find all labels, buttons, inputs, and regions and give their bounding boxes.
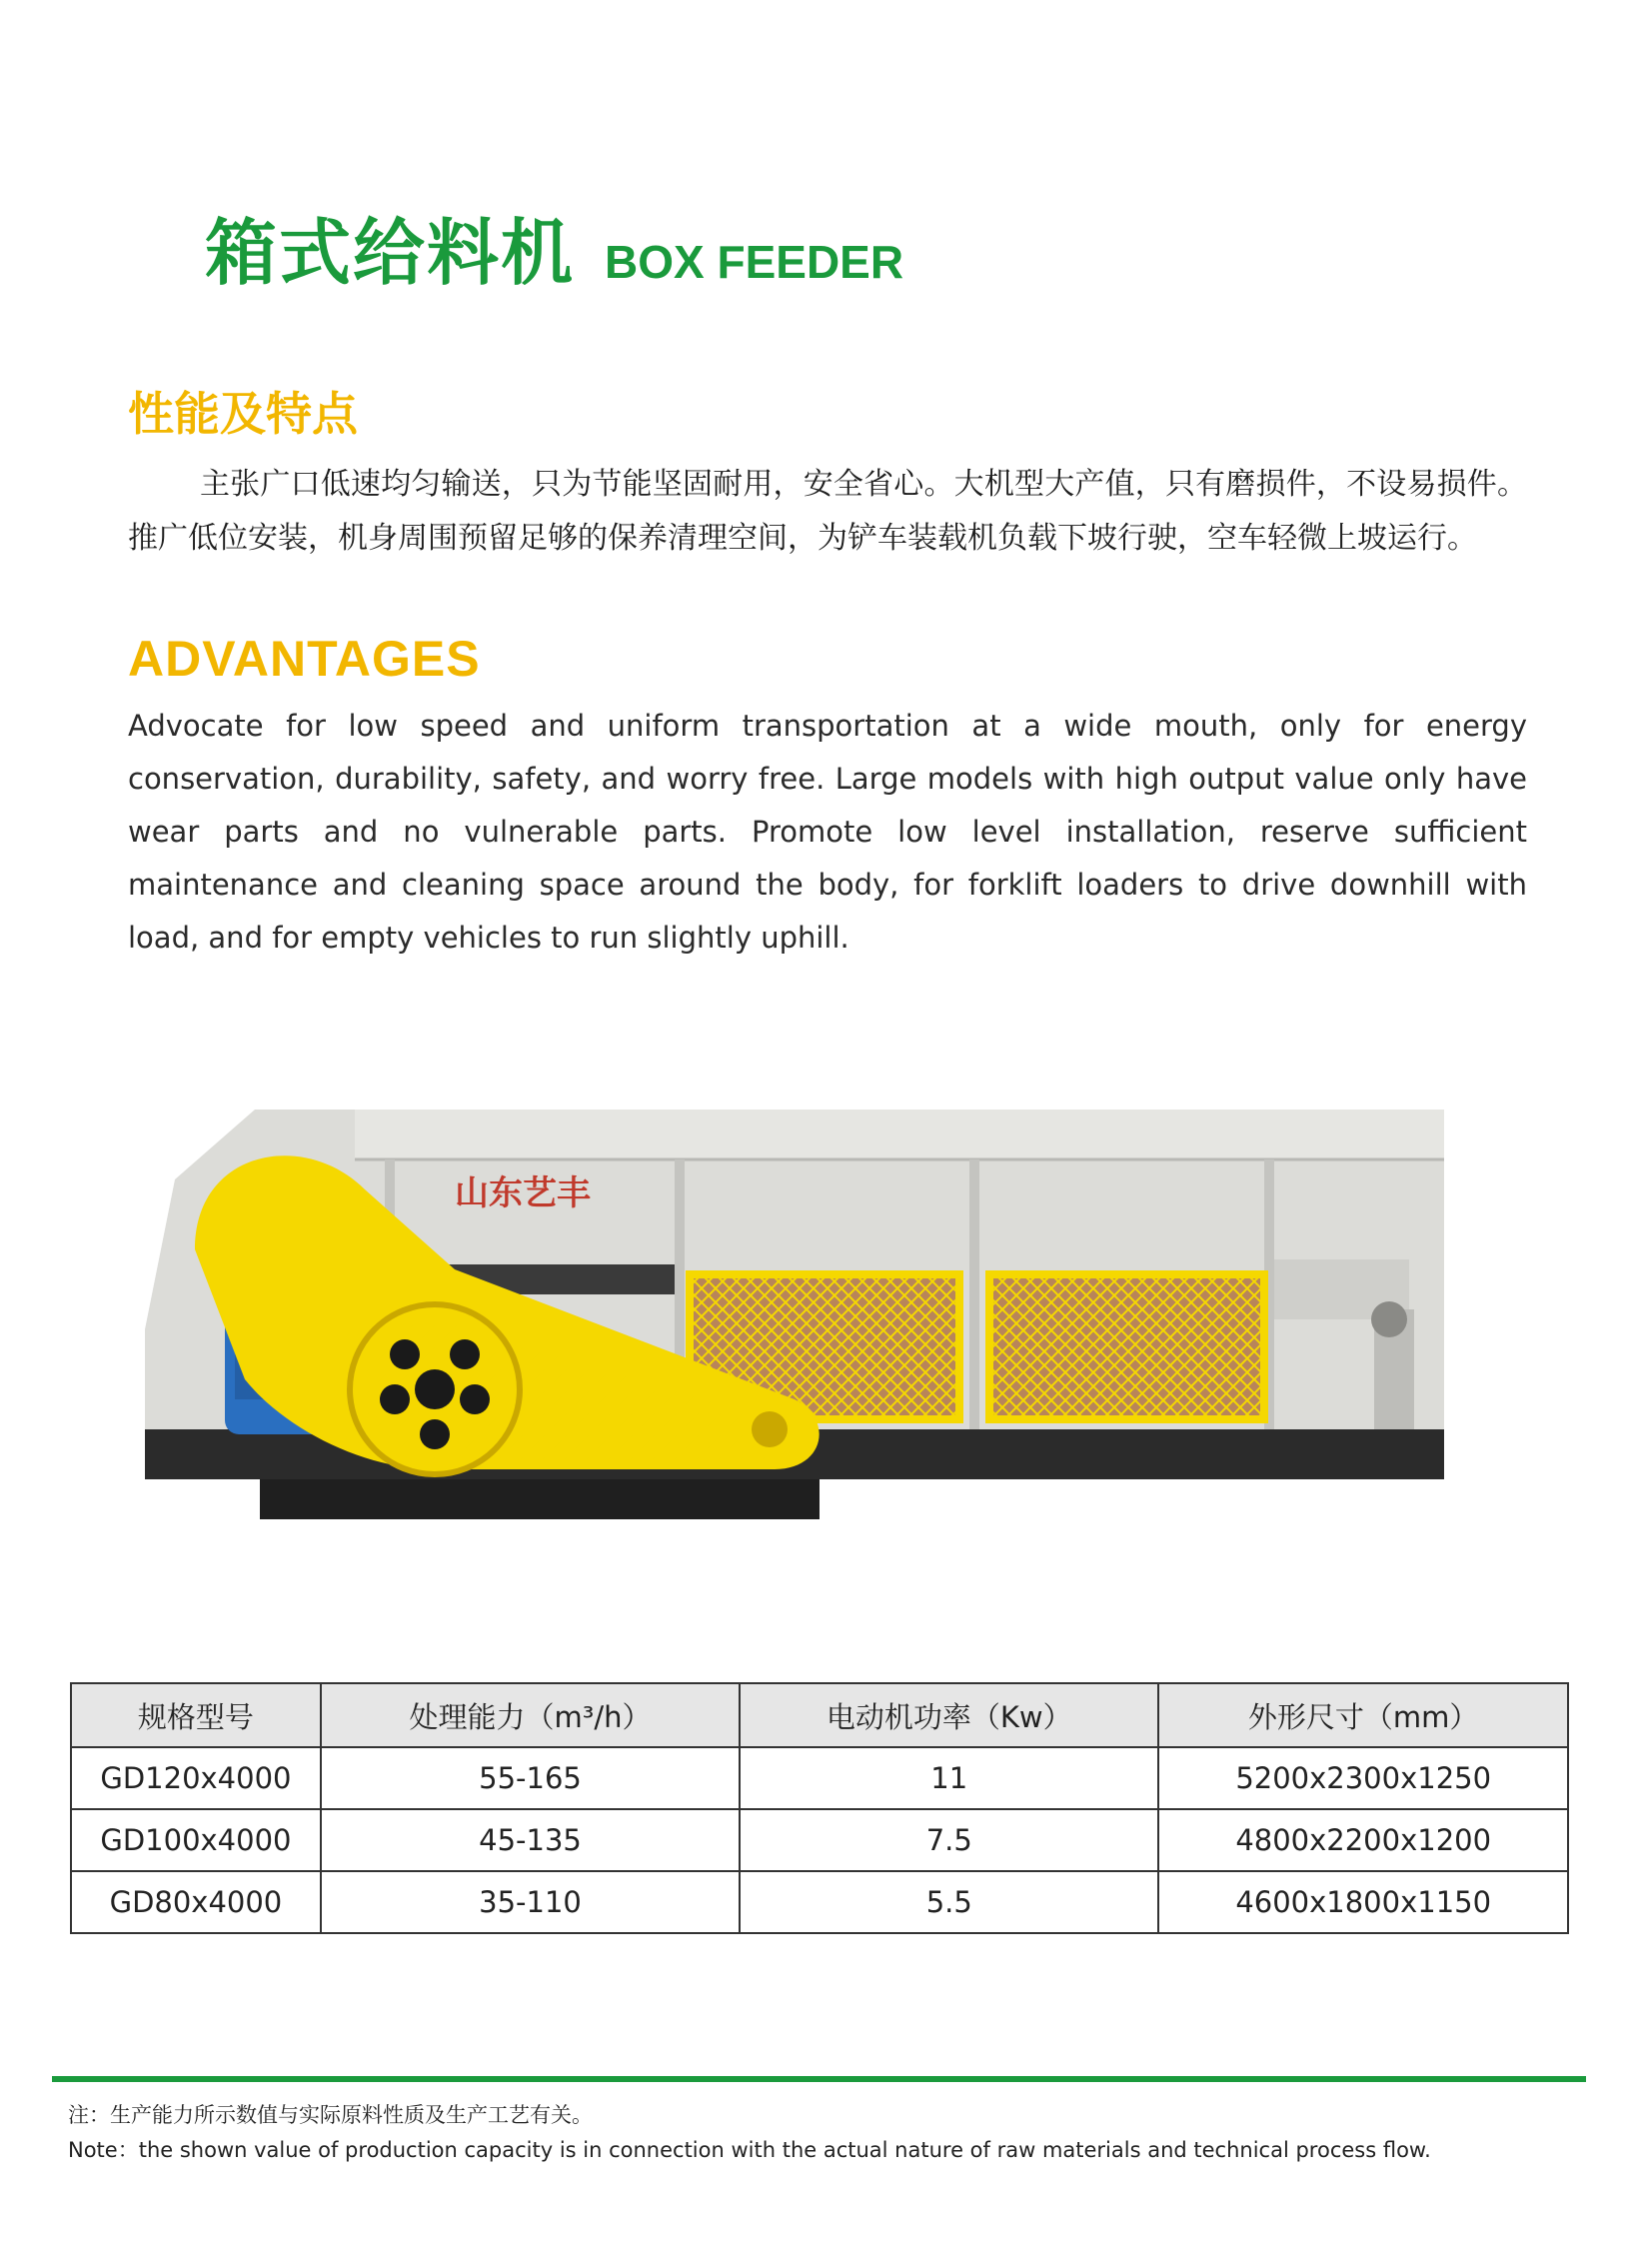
footer-divider [52,2076,1586,2082]
cell-capacity: 45-135 [321,1809,740,1871]
header-dimensions: 外形尺寸（mm） [1158,1683,1568,1747]
header-power: 电动机功率（Kw） [740,1683,1158,1747]
page-title [205,195,903,299]
advantages-text: Advocate for low speed and uniform transportation at a wide mouth, only for energy conservation, durability, safety, and worry free. Large models with high output value only have wear parts and no vulnerable parts. Promote low level installation, reserve sufficient maintenance and cleaning space around the body, for forklift loaders to drive downhill with load, and for empty vehicles to run slightly uphill. [128,709,1527,955]
cell-power: 5.5 [740,1871,1158,1933]
table-row [71,1809,1568,1871]
title-chinese: 箱式给料机 [205,211,576,295]
cell-power: 7.5 [740,1809,1158,1871]
table-header-row [71,1683,1568,1747]
cell-model: GD80x4000 [71,1871,321,1933]
cell-capacity: 35-110 [321,1871,740,1933]
footer-note-cn: 注：生产能力所示数值与实际原料性质及生产工艺有关。 [68,2103,593,2127]
cell-model: GD100x4000 [71,1809,321,1871]
cell-dimensions: 4600x1800x1150 [1158,1871,1568,1933]
table-row [71,1747,1568,1809]
title-english: BOX FEEDER [605,236,904,288]
spec-table [70,1682,1569,1934]
cell-capacity: 55-165 [321,1747,740,1809]
table-row [71,1871,1568,1933]
footer-note-en: Note：the shown value of production capacity is in connection with the actual nature of raw materials and technical process flow. [68,2138,1431,2162]
cell-dimensions: 5200x2300x1250 [1158,1747,1568,1809]
features-text-cn: 主张广口低速均匀输送，只为节能坚固耐用，安全省心。大机型大产值，只有磨损件，不设易损件。推广低位安装，机身周围预留足够的保养清理空间，为铲车装载机负载下坡行驶，空车轻微上坡运行。 [128,467,1527,556]
header-capacity: 处理能力（m³/h） [321,1683,740,1747]
brand-label: 山东艺丰 [455,1173,591,1213]
features-heading-cn: 性能及特点 [128,387,358,441]
cell-dimensions: 4800x2200x1200 [1158,1809,1568,1871]
advantages-heading: ADVANTAGES [128,631,481,687]
header-model: 规格型号 [71,1683,321,1747]
cell-model: GD120x4000 [71,1747,321,1809]
box-feeder-machine-image [135,1100,1514,1539]
cell-power: 11 [740,1747,1158,1809]
